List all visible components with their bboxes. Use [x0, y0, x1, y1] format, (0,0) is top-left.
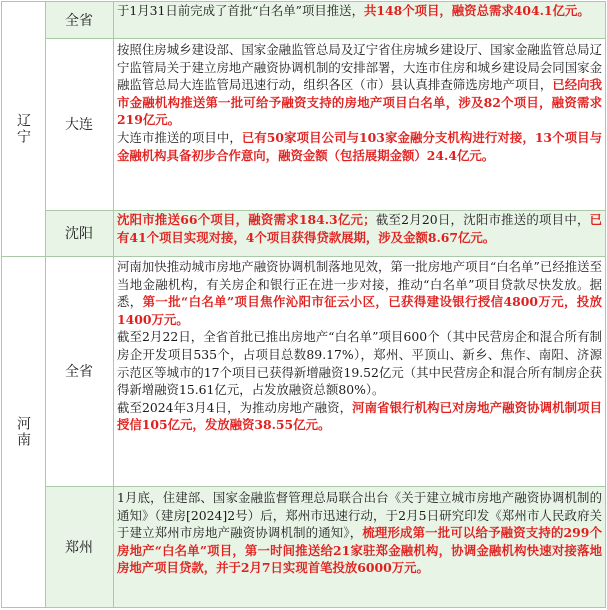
text-run: 截至2024年3月4日，为推动房地产融资， [117, 399, 353, 415]
city-label: 全省 [65, 364, 93, 380]
whitelist-table [1, 1, 606, 608]
city-cell [45, 486, 113, 608]
content-cell [113, 1, 606, 38]
paragraph [117, 41, 602, 129]
paragraph [117, 211, 602, 246]
highlight-text: 沈阳市推送66个项目，融资需求184.3亿元； [117, 212, 376, 227]
paragraph [117, 328, 602, 398]
city-cell [45, 210, 113, 256]
province-cell-liaoning [1, 1, 45, 256]
paragraph [117, 489, 602, 577]
content-cell [113, 486, 606, 608]
text-run: 于1月31日前完成了首批“白名单”项目推送， [117, 3, 364, 18]
city-cell [45, 1, 113, 38]
row-divider [45, 210, 606, 211]
paragraph [117, 258, 602, 328]
row-divider [45, 486, 606, 487]
content-cell [113, 38, 606, 210]
highlight-text: 已有50家项目公司与103家金融分支机构进行对接，13个项目与金融机构具备初步合作意向，融资金额（包括展期金额）24.4亿元。 [117, 129, 602, 163]
highlight-text: 第一批“白名单”项目焦作沁阳市征云小区，已获得建设银行授信4800万元，投放1400万元。 [117, 294, 603, 327]
column-divider [45, 1, 46, 608]
highlight-text: 河南省银行机构已对房地产融资协调机制项目授信105亿元，发放融资38.55亿元。 [117, 399, 602, 433]
row-divider [1, 256, 606, 257]
city-label: 沈阳 [65, 226, 93, 242]
content-cell [113, 256, 606, 486]
paragraph [117, 399, 602, 434]
province-label: 河南 [15, 416, 31, 448]
text-run: 截至2月22日，全省首批已推出房地产“白名单”项目600个（其中民营房企和混合所有制房企开发项目535个，占项目总数89.17%），郑州、平顶山、新乡、焦作、南阳、济源示范区等城市的17个项目已获得新增融资19.52亿元（其中民营房企和混合所有制房企获得新增融资15.61亿元，占发放融资总额80%）。 [117, 329, 602, 398]
city-cell [45, 38, 113, 210]
column-divider [113, 1, 114, 608]
row-divider [45, 38, 606, 39]
city-cell [45, 256, 113, 486]
province-label: 辽宁 [15, 112, 31, 145]
highlight-text: 共148个项目，融资总需求404.1亿元。 [363, 3, 590, 18]
province-cell-henan [1, 256, 45, 608]
text-run: 1月底，住建部、国家金融监督管理总局联合出台《关于建立城市房地产融资协调机制的通知》（建房[2024]2号）后，郑州市迅速行动，于2月5日研究印发《郑州市人民政府关于建立郑州市房地产融资协调机制的通知》， [117, 490, 602, 541]
content-cell [113, 210, 606, 256]
highlight-text: 梳理形成第一批可以给予融资支持的299个房地产“白名单”项目，第一时间推送给21家驻郑金融机构，协调金融机构快速对接落地房地产项目贷款，并于2月7日实现首笔投放6000万元。 [117, 525, 602, 576]
highlight-text: 已经向我市金融机构推送第一批可给予融资支持的房地产项目白名单，涉及82个项目，融资需求219亿元。 [117, 77, 603, 128]
city-label: 郑州 [65, 540, 93, 556]
text-run: 大连市推送的项目中， [117, 129, 242, 145]
highlight-text: 已有41个项目实现对接，4个项目获得贷款展期，涉及金额8.67亿元。 [117, 212, 603, 245]
paragraph [117, 129, 602, 164]
text-run: 按照住房城乡建设部、国家金融监管总局及辽宁省住房城乡建设厅、国家金融监管总局辽宁监管局关于建立房地产融资协调机制的安排部署，大连市住房和城乡建设局会同国家金融监管总局大连监管局迅速行动，组织各区（市）县认真排查筛选房地产项目， [117, 42, 602, 93]
paragraph [117, 2, 602, 20]
text-run: 截至2月20日，沈阳市推送的项目中， [375, 212, 590, 227]
text-run: 河南加快推动城市房地产融资协调机制落地见效，第一批房地产项目“白名单”已经推送至当地金融机构，有关房企和银行正在进一步对接，推动“白名单”项目贷款尽快发放。据悉， [117, 259, 602, 310]
city-label: 大连 [65, 117, 93, 133]
city-label: 全省 [65, 12, 93, 29]
